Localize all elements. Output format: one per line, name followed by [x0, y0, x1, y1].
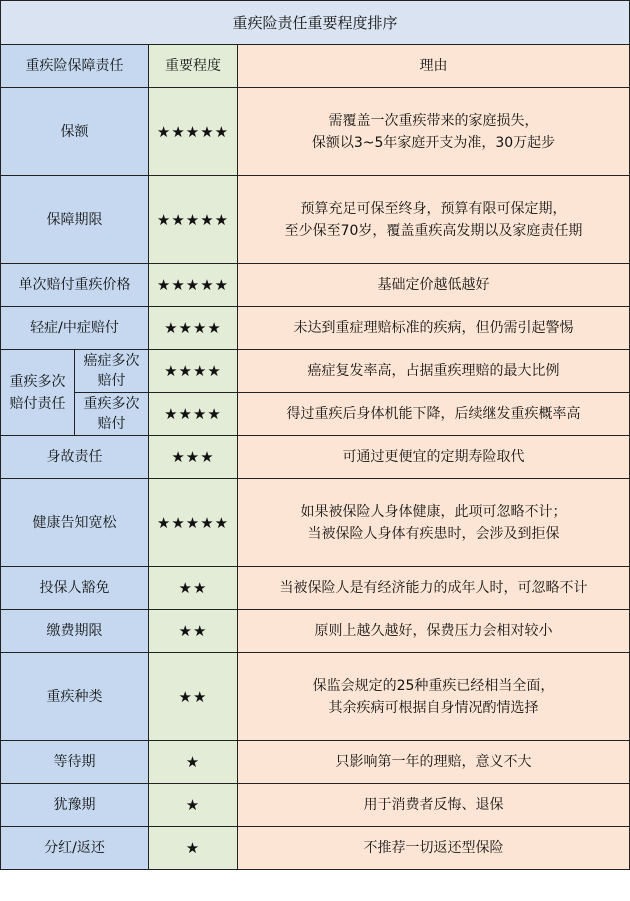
- reason-cell: 可通过更便宜的定期寿险取代: [238, 436, 630, 479]
- importance-stars: ★: [149, 741, 238, 784]
- importance-stars: ★★: [149, 567, 238, 610]
- table-row: [1, 653, 630, 741]
- reason-cell: 不推荐一切返还型保险: [238, 827, 630, 870]
- table-title: 重疾险责任重要程度排序: [1, 1, 630, 45]
- responsibility-name: 单次赔付重疾价格: [1, 264, 149, 307]
- sub-responsibility-name: 重疾多次赔付: [75, 393, 149, 436]
- table-row: [1, 264, 630, 307]
- responsibility-name: 重疾种类: [1, 653, 149, 741]
- importance-stars: ★★: [149, 653, 238, 741]
- table-row: [1, 741, 630, 784]
- reason-line: 预算充足可保至终身，预算有限可保定期，: [300, 200, 567, 217]
- importance-stars: ★★★★★: [149, 88, 238, 176]
- header-responsibility: 重疾险保障责任: [1, 45, 149, 88]
- importance-stars: ★★★: [149, 436, 238, 479]
- responsibility-name: 等待期: [1, 741, 149, 784]
- table-row: [1, 393, 630, 436]
- table-row: [1, 88, 630, 176]
- responsibility-name: 保障期限: [1, 176, 149, 264]
- reason-line: 至少保至70岁，覆盖重疾高发期以及家庭责任期: [284, 222, 583, 239]
- importance-stars: ★: [149, 827, 238, 870]
- importance-stars: ★★★★★: [149, 264, 238, 307]
- responsibility-name: 轻症/中症赔付: [1, 307, 149, 350]
- importance-stars: ★: [149, 784, 238, 827]
- table-row: [1, 610, 630, 653]
- title-row: [1, 1, 630, 45]
- reason-cell: 癌症复发率高，占据重疾理赔的最大比例: [238, 350, 630, 393]
- responsibility-name: 健康告知宽松: [1, 479, 149, 567]
- table-row: [1, 784, 630, 827]
- reason-line: 当被保险人身体有疾患时，会涉及到拒保: [307, 525, 560, 542]
- header-importance: 重要程度: [149, 45, 238, 88]
- importance-stars: ★★★★: [149, 393, 238, 436]
- table-row: [1, 176, 630, 264]
- reason-cell: 基础定价越低越好: [238, 264, 630, 307]
- table-row: [1, 567, 630, 610]
- importance-stars: ★★: [149, 610, 238, 653]
- reason-line: 如果被保险人身体健康，此项可忽略不计；: [300, 503, 567, 520]
- responsibility-name: 投保人豁免: [1, 567, 149, 610]
- table-row: [1, 436, 630, 479]
- reason-line: 保额以3~5年家庭开支为准，30万起步: [311, 134, 556, 151]
- reason-cell: [238, 653, 630, 741]
- group-name: 重疾多次赔付责任: [1, 350, 75, 436]
- reason-cell: [238, 88, 630, 176]
- responsibility-name: 犹豫期: [1, 784, 149, 827]
- reason-cell: 原则上越久越好，保费压力会相对较小: [238, 610, 630, 653]
- reason-line: 其余疾病可根据自身情况酌情选择: [328, 699, 539, 716]
- reason-line: 保监会规定的25种重疾已经相当全面，: [312, 677, 555, 694]
- importance-stars: ★★★★★: [149, 176, 238, 264]
- table-row: [1, 827, 630, 870]
- responsibility-name: 缴费期限: [1, 610, 149, 653]
- reason-cell: 得过重疾后身体机能下降，后续继发重疾概率高: [238, 393, 630, 436]
- importance-stars: ★★★★: [149, 307, 238, 350]
- importance-stars: ★★★★★: [149, 479, 238, 567]
- responsibility-name: 分红/返还: [1, 827, 149, 870]
- responsibility-name: 身故责任: [1, 436, 149, 479]
- sub-responsibility-name: 癌症多次赔付: [75, 350, 149, 393]
- table-row: [1, 307, 630, 350]
- table-row: [1, 350, 630, 393]
- reason-line: 需覆盖一次重疾带来的家庭损失，: [328, 112, 539, 129]
- header-row: [1, 45, 630, 88]
- reason-cell: 未达到重症理赔标准的疾病，但仍需引起警惕: [238, 307, 630, 350]
- importance-stars: ★★★★: [149, 350, 238, 393]
- header-reason: 理由: [238, 45, 630, 88]
- reason-cell: 用于消费者反悔、退保: [238, 784, 630, 827]
- reason-cell: [238, 479, 630, 567]
- reason-cell: [238, 176, 630, 264]
- reason-cell: 当被保险人是有经济能力的成年人时，可忽略不计: [238, 567, 630, 610]
- reason-cell: 只影响第一年的理赔，意义不大: [238, 741, 630, 784]
- table-row: [1, 479, 630, 567]
- responsibility-name: 保额: [1, 88, 149, 176]
